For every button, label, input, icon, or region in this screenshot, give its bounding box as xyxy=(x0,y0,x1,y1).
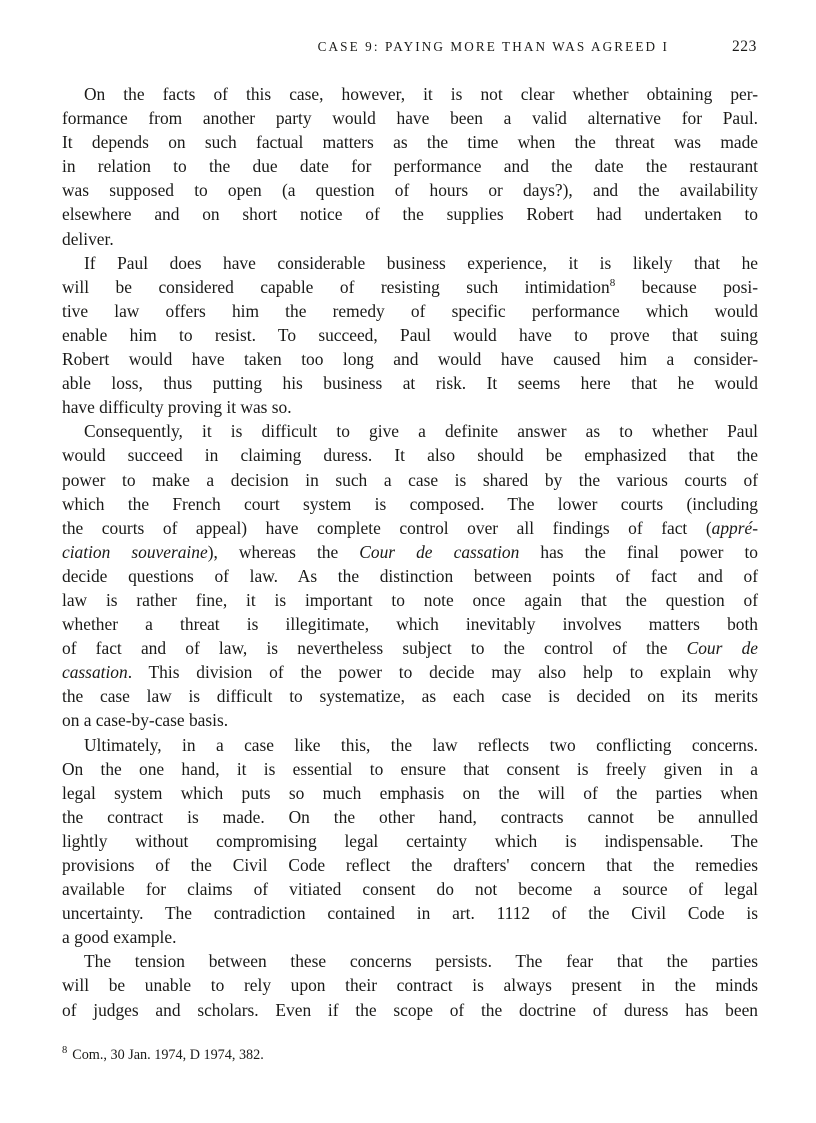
text-line: It depends on such factual matters as the time when the threat was made xyxy=(62,132,758,153)
text-line: decide questions of law. As the distinction between points of fact and of xyxy=(62,565,758,586)
text-line: elsewhere and on short notice of the supplies Robert had undertaken to xyxy=(62,204,758,225)
text-line: the courts of appeal) have complete control over all findings of fact (appré- xyxy=(62,517,758,538)
text-line: Robert would have taken too long and would have caused him a consider- xyxy=(62,349,758,370)
text-line: will be considered capable of resisting such intimidation$^8$ because posi- xyxy=(62,276,758,297)
text-line: of judges and scholars. Even if the scope of the doctrine of duress has been xyxy=(62,999,758,1020)
text-line: legal system which puts so much emphasis on the will of the parties when xyxy=(62,782,758,803)
text-line: the contract is made. On the other hand, contracts cannot be annulled xyxy=(62,806,758,827)
body-text-block xyxy=(62,82,758,1022)
paragraph-5 xyxy=(62,949,758,1021)
text-line: If Paul does have considerable business experience, it is likely that he xyxy=(84,252,758,273)
latin-term-cassation: cassation xyxy=(62,662,128,683)
running-header xyxy=(62,38,757,58)
text-line: on a case-by-case basis. xyxy=(62,710,229,731)
latin-term-appreciation: appré- xyxy=(711,517,758,538)
text-line: formance from another party would have been a valid alternative for Paul. xyxy=(62,108,758,129)
text-line: On the one hand, it is essential to ensure that consent is freely given in a xyxy=(62,758,758,779)
text-line: Ultimately, in a case like this, the law reflects two conflicting concerns. xyxy=(84,734,758,755)
text-line: would succeed in claiming duress. It also should be emphasized that the xyxy=(62,445,758,466)
text-line: will be unable to rely upon their contract is always present in the minds xyxy=(62,975,758,996)
text-line: in relation to the due date for performance and the date the restaurant xyxy=(62,156,758,177)
text-line: of fact and of law, is nevertheless subject to the control of the Cour de xyxy=(62,638,758,659)
text-line: a good example. xyxy=(62,927,177,948)
footnote-area xyxy=(62,1046,758,1065)
text-line: ciation souveraine), whereas the Cour de cassation has the final power to xyxy=(62,541,758,562)
latin-term-cour-de-cassation: Cour de cassation xyxy=(359,541,520,562)
running-header-title: CASE 9: PAYING MORE THAN WAS AGREED I xyxy=(317,39,669,54)
latin-term-cour-de: Cour de xyxy=(686,638,758,659)
paragraph-4 xyxy=(62,733,758,950)
text-line: whether a threat is illegitimate, which inevitably involves matters both xyxy=(62,614,758,635)
text-line: uncertainty. The contradiction contained in art. 1112 of the Civil Code is xyxy=(62,903,758,924)
text-line: provisions of the Civil Code reflect the drafters' concern that the remedies xyxy=(62,855,758,875)
text-line: tive law offers him the remedy of specific performance which would xyxy=(62,300,758,321)
paragraph-3 xyxy=(62,419,758,732)
text-line: the case law is difficult to systematize, as each case is decided on its merits xyxy=(62,686,758,707)
text-line: was supposed to open (a question of hours or days?), and the availability xyxy=(62,180,758,201)
text-line: deliver. xyxy=(62,228,114,249)
text-line: which the French court system is composed. The lower courts (including xyxy=(62,493,758,514)
text-line: Consequently, it is difficult to give a definite answer as to whether Paul xyxy=(84,421,758,442)
text-line: On the facts of this case, however, it is not clear whether obtaining per- xyxy=(84,84,758,104)
text-line: have difficulty proving it was so. xyxy=(62,397,292,418)
text-line: lightly without compromising legal certainty which is indispensable. The xyxy=(62,830,758,851)
page-number: 223 xyxy=(731,38,757,55)
footnote-number: 8 xyxy=(62,1045,68,1057)
footnote-text: Com., 30 Jan. 1974, D 1974, 382. xyxy=(72,1047,264,1063)
footnote-reference-8[interactable]: 8 xyxy=(609,276,616,289)
paragraph-1 xyxy=(62,82,758,251)
text-line: law is rather fine, it is important to note once again that the question of xyxy=(62,589,758,610)
text-line: able loss, thus putting his business at risk. It seems here that he would xyxy=(62,373,758,394)
text-line: The tension between these concerns persists. The fear that the parties xyxy=(84,951,758,972)
text-line: cassation. This division of the power to decide may also help to explain why xyxy=(62,662,758,683)
paragraph-2 xyxy=(62,251,758,420)
latin-term-ciation-souveraine: ciation souveraine xyxy=(62,541,208,562)
text-line: available for claims of vitiated consent do not become a source of legal xyxy=(62,879,758,900)
text-line: power to make a decision in such a case is shared by the various courts of xyxy=(62,469,758,490)
footnote-8 xyxy=(62,1046,758,1065)
text-line: enable him to resist. To succeed, Paul would have to prove that suing xyxy=(62,324,758,345)
